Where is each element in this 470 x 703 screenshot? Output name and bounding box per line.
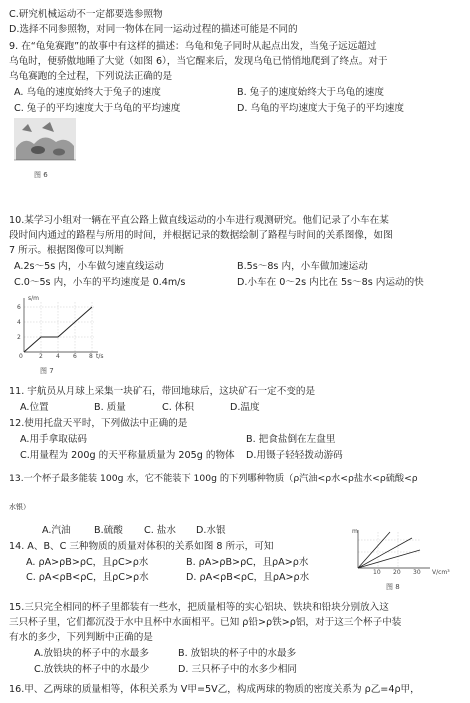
q10-option-b: B.5s～8s 内，小车做加速运动 (237, 261, 368, 272)
q12-option-a: A.用手拿取砝码 (20, 434, 88, 445)
q15-option-c: C.放铁块的杯子中的水最少 (34, 664, 150, 675)
q15-stem-2: 三只杯子里，它们都沉没于水中且杯中水面相平。已知 ρ铅>ρ铁>ρ铝，对于这三个杯子中装 (9, 617, 402, 628)
q8-option-c: C.研究机械运动不一定都要选参照物 (9, 9, 163, 20)
figure-7-graph (12, 294, 104, 362)
fig7-axis-t: t/s (96, 353, 104, 360)
q13-option-d: D.水银 (196, 525, 226, 536)
fig7-tick-x8: 8 (89, 353, 93, 360)
q8-option-d: D.选择不同参照物，对同一物体在同一运动过程的描述可能是不同的 (9, 24, 298, 35)
q16-stem: 16.甲、乙两球的质量相等，体积关系为 V甲=5V乙，构成两球的物质的密度关系为 ρ乙=4ρ甲， (9, 684, 420, 695)
q9-stem-3: 乌龟赛跑的全过程，下列说法正确的是 (9, 71, 173, 82)
figure-7-caption: 图 7 (40, 367, 54, 375)
q10-option-c: C.0～5s 内，小车的平均速度是 0.4m/s (14, 277, 186, 288)
q10-option-d: D.小车在 0～2s 内比在 5s～8s 内运动的快 (237, 277, 424, 288)
q14-option-a: A. ρA>ρB>ρC，且ρC>ρ水 (26, 557, 149, 568)
q15-option-d: D. 三只杯子中的水多少相同 (178, 664, 298, 675)
fig8-axis-v: V/cm³ (432, 569, 450, 576)
fig8-tick-x20: 20 (393, 569, 401, 576)
q9-option-a: A. 乌龟的速度始终大于兔子的速度 (14, 87, 161, 98)
fig7-tick-y6: 6 (17, 304, 21, 311)
q10-stem-1: 10.某学习小组对一辆在平直公路上做直线运动的小车进行观测研究。他们记录了小车在某 (9, 215, 389, 226)
fig7-axis-s: s/m (28, 295, 39, 302)
q15-option-a: A.放铅块的杯子中的水最多 (34, 648, 149, 659)
q15-stem-3: 有水的多少，下列判断中正确的是 (9, 632, 153, 643)
fig7-tick-x6: 6 (73, 353, 77, 360)
q12-option-d: D.用镊子轻轻拨动游码 (246, 450, 343, 461)
figure-6-sketch (14, 118, 76, 168)
q11-option-b: B. 质量 (94, 402, 126, 413)
q9-option-c: C. 兔子的平均速度大于乌龟的平均速度 (14, 103, 181, 114)
q13-option-b: B.硫酸 (94, 525, 123, 536)
q15-option-b: B. 放铝块的杯子中的水最多 (178, 648, 297, 659)
q10-stem-2: 段时间内通过的路程与所用的时间，并根据记录的数据绘制了路程与时间的关系图像，如图 (9, 230, 393, 241)
fig7-tick-x4: 4 (56, 353, 60, 360)
q10-stem-3: 7 所示。根据图像可以判断 (9, 245, 124, 256)
q13-stem-cont: 水银） (9, 503, 30, 511)
fig8-tick-x30: 30 (413, 569, 421, 576)
figure-8-caption: 图 8 (386, 583, 400, 591)
q11-stem: 11. 宇航员从月球上采集一块矿石，带回地球后，这块矿石一定不变的是 (9, 386, 316, 397)
fig7-tick-y2: 2 (17, 334, 21, 341)
q15-stem-1: 15.三只完全相同的杯子里都装有一些水，把质量相等的实心铝块、铁块和铅块分别放入这 (9, 602, 389, 613)
q9-option-b: B. 兔子的速度始终大于乌龟的速度 (237, 87, 384, 98)
q12-option-b: B. 把食盐倒在左盘里 (246, 434, 336, 445)
q9-stem-2: 乌龟时，便骄傲地睡了大觉（如图 6），当它醒来后，发现乌龟已悄悄地爬到了终点。对于 (9, 56, 388, 67)
q11-option-c: C. 体积 (162, 402, 194, 413)
q11-option-a: A.位置 (20, 402, 49, 413)
q12-stem: 12.使用托盘天平时，下列做法中正确的是 (9, 418, 188, 429)
q13-option-c: C. 盐水 (144, 525, 176, 536)
q14-option-b: B. ρA>ρB>ρC，且ρA>ρ水 (186, 557, 309, 568)
q11-option-d: D.温度 (230, 402, 260, 413)
q14-stem: 14. A、B、C 三种物质的质量对体积的关系如图 8 所示，可知 (9, 541, 274, 552)
q9-stem-1: 9. 在“龟兔赛跑”的故事中有这样的描述：乌龟和兔子同时从起点出发，当兔子远远超过 (9, 41, 377, 52)
q12-option-c: C.用量程为 200g 的天平称量质量为 205g 的物体 (20, 450, 235, 461)
q14-option-c: C. ρA<ρB<ρC，且ρC>ρ水 (26, 572, 149, 583)
fig7-tick-x2: 2 (39, 353, 43, 360)
q10-option-a: A.2s～5s 内，小车做匀速直线运动 (14, 261, 164, 272)
figure-6-caption: 图 6 (34, 171, 48, 179)
fig7-tick-y4: 4 (17, 319, 21, 326)
fig7-tick-x0: 0 (19, 353, 23, 360)
fig8-axis-m: m (352, 528, 358, 535)
q13-option-a: A.汽油 (42, 525, 71, 536)
q13-stem: 13.一个杯子最多能装 100g 水，它不能装下 100g 的下列哪种物质（ρ汽油<ρ水<ρ盐水<ρ硫酸<ρ (9, 473, 418, 484)
fig8-tick-x10: 10 (373, 569, 381, 576)
q14-option-d: D. ρA<ρB<ρC，且ρA>ρ水 (186, 572, 310, 583)
q9-option-d: D. 乌龟的平均速度大于兔子的平均速度 (237, 103, 404, 114)
